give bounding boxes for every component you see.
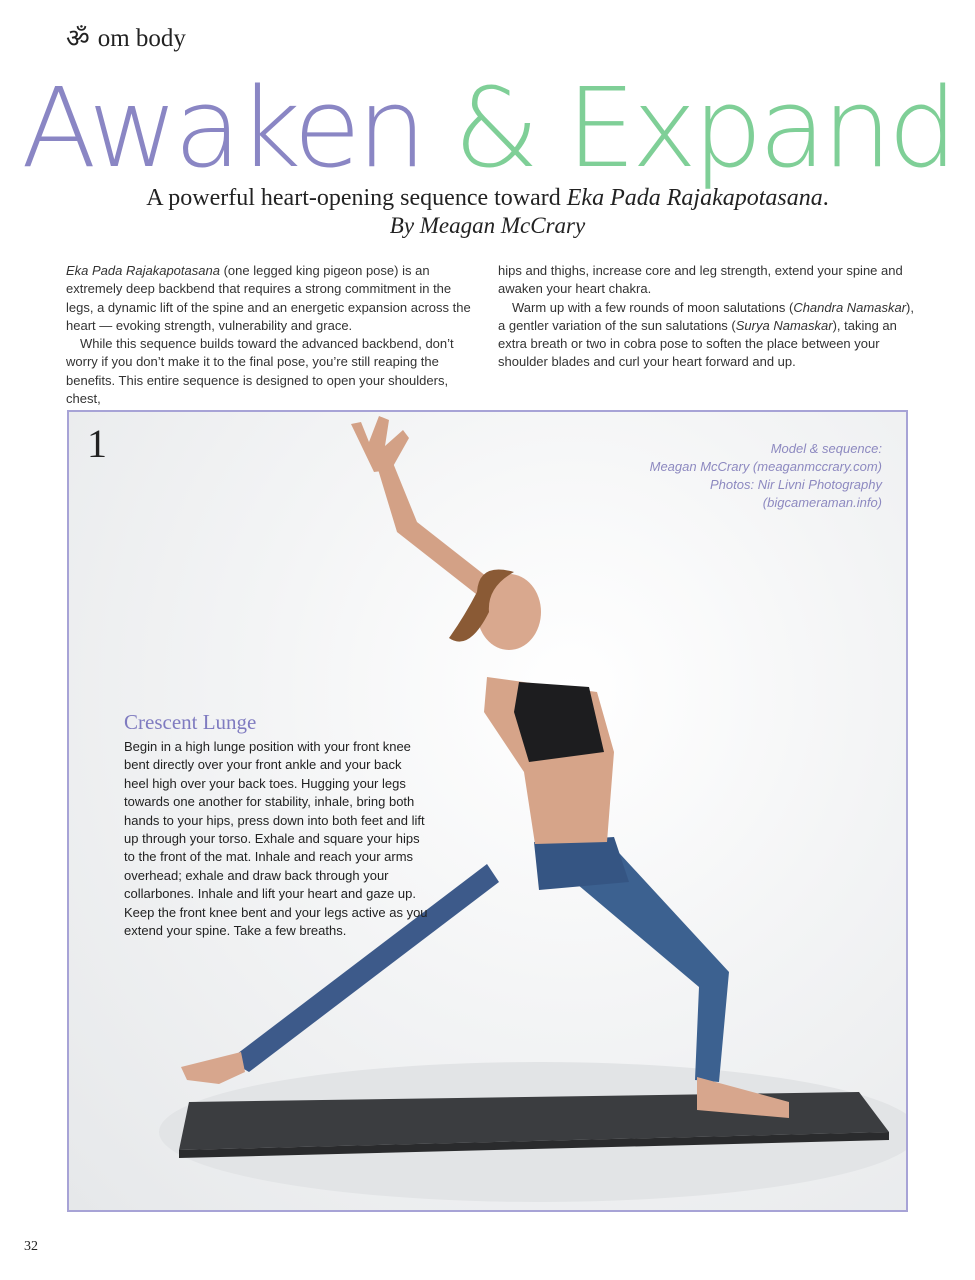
page-number: 32 bbox=[24, 1239, 38, 1254]
sports-bra bbox=[514, 682, 604, 762]
article-subtitle bbox=[0, 184, 975, 213]
pose-description: Begin in a high lunge position with your front knee bent directly over your front ankle and your back heel high over your back toes. Hugging your legs towards one another for stability, inhale, bring both hands to your hips, press down into both feet and lift up through your torso. Exhale and square your hips to the front of the mat. Inhale and reach your arms overhead; exhale and draw back through your collarbones. Inhale and lift your heart and gaze up. Keep the front knee bent and your legs active as you extend your spine. Take a few breaths. bbox=[124, 739, 428, 939]
subtitle-period: . bbox=[822, 185, 829, 211]
subtitle-pose-name: Eka Pada Rajakapotasana bbox=[566, 185, 823, 211]
credit-line: Meagan McCrary (meaganmccrary.com) bbox=[649, 459, 882, 474]
intro-text: Warm up with a few rounds of moon salutations ( bbox=[512, 299, 794, 315]
om-symbol-icon: ॐ bbox=[66, 24, 90, 54]
intro-paragraph: While this sequence builds toward the advanced backbend, don’t worry if you don’t make it to the final pose, you’re still reaping the benefits. This entire sequence is designed to open your shoulders, chest, bbox=[66, 336, 454, 407]
intro-paragraph bbox=[66, 262, 482, 335]
intro-text: (one legged king pigeon pose) is an extremely deep backbend that requires a strong commitment in the legs, a dynamic lift of the spine and an energetic expansion across the heart — evoking strength, vulnerability and grace. bbox=[66, 263, 471, 333]
intro-column-left bbox=[66, 262, 482, 408]
intro-pose-name: Eka Pada Rajakapotasana bbox=[66, 263, 220, 278]
intro-text: ), a gentler variation of the sun salutations ( bbox=[498, 299, 914, 333]
intro-paragraph bbox=[498, 299, 916, 372]
article-headline bbox=[0, 62, 975, 194]
headline-word-awaken: Awaken bbox=[21, 64, 423, 192]
step-number: 1 bbox=[87, 421, 107, 466]
intro-paragraph: hips and thighs, increase core and leg strength, extend your spine and awaken your heart chakra. bbox=[498, 263, 903, 297]
intro-term-chandra: Chandra Namaskar bbox=[793, 299, 907, 315]
section-tag bbox=[66, 22, 186, 56]
pose-title: Crescent Lunge bbox=[124, 710, 257, 734]
intro-column-right bbox=[498, 262, 916, 372]
back-foot bbox=[181, 1052, 245, 1084]
subtitle-text: A powerful heart-opening sequence toward bbox=[146, 185, 567, 211]
intro-term-surya: Surya Namaskar bbox=[735, 317, 833, 333]
intro-text: ), taking an extra breath or two in cobra pose to soften the place between your shoulder blades and curl your heart forward and up. bbox=[498, 317, 897, 370]
hand bbox=[351, 416, 409, 472]
photo-credits bbox=[650, 440, 882, 512]
credit-line: Photos: Nir Livni Photography bbox=[710, 477, 882, 492]
headline-word-expand: & Expand bbox=[453, 64, 954, 192]
pose-photo-frame bbox=[67, 410, 908, 1212]
hips bbox=[534, 837, 629, 890]
section-label: om body bbox=[97, 25, 186, 52]
author-byline: By Meagan McCrary bbox=[389, 213, 586, 238]
credit-line: (bigcameraman.info) bbox=[762, 495, 882, 510]
credit-line: Model & sequence: bbox=[770, 441, 882, 456]
